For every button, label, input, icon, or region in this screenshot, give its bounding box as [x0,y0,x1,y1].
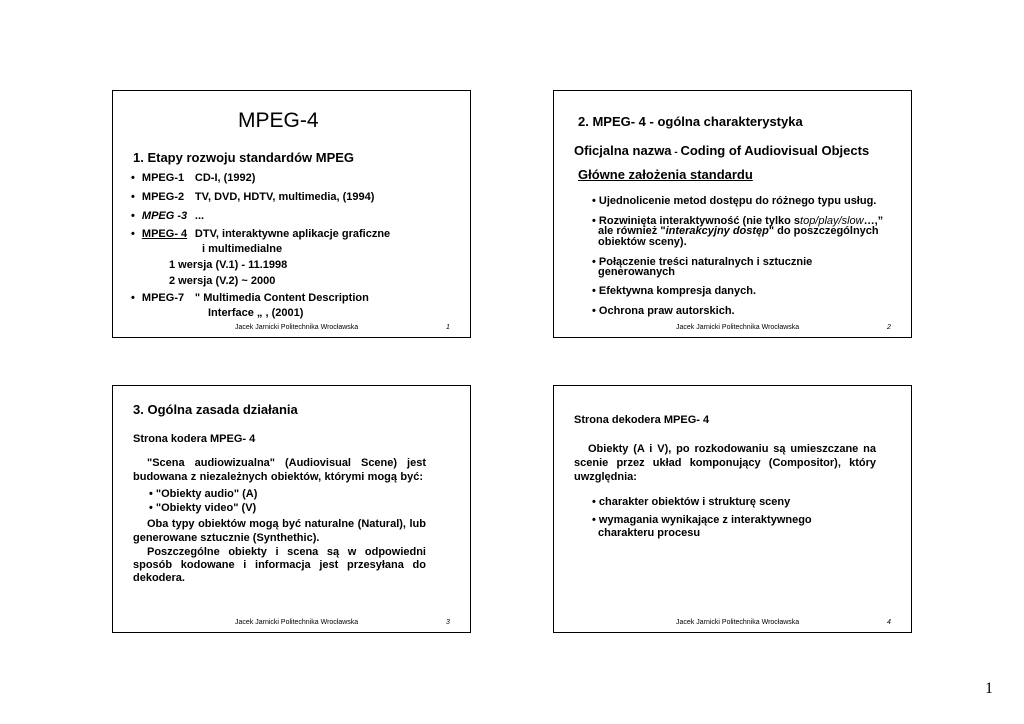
slide-2-assumptions [578,167,753,182]
slide-2-bullet-3: • Połączenie treści naturalnych i sztucznie [592,256,813,268]
item-code: MPEG -3 [141,210,188,222]
item-desc: TV, DVD, HDTV, multimedia, (1994) [194,191,375,203]
slide-4-bullet-2: • wymagania wynikające z interaktywnego [592,514,812,526]
slide-4-bullet-2-line-2: charakteru procesu [598,527,701,539]
slide-1-version-2: 2 wersja (V.2) ~ 2000 [169,275,276,287]
page-number: 1 [985,680,993,697]
item-code: MPEG-7 [141,292,185,304]
bullet: • [131,228,135,240]
slide-2-official-name [574,143,869,158]
slide-3-p2-line-2: generowane sztucznie (Synthethic). [133,532,320,544]
item-desc: " Multimedia Content Description [194,292,369,304]
official-label: Oficjalna nazwa [574,143,672,158]
slide-1-title: MPEG-4 [238,109,319,132]
slide-3-p3-line-3: dekodera. [133,572,185,584]
slide-4-number: 4 [887,619,891,626]
slide-3-p3-line-2: sposób kodowane i informacja jest przesyłana do [133,559,426,571]
bullet: • [131,191,135,203]
bullet: • [131,292,135,304]
slide-1-item-2 [131,191,374,203]
slide-2-bullet-3-line-2: generowanych [598,266,676,278]
item-code: MPEG-1 [141,172,185,184]
bullet: • [131,172,135,184]
slide-3-subheading: Strona kodera MPEG- 4 [133,433,256,445]
official-value: Coding of Audiovisual Objects [680,143,870,158]
assumptions-label: Główne założenia standardu [578,167,753,182]
slide-1-heading: 1. Etapy rozwoju standardów MPEG [133,150,355,165]
slide-1-footer: Jacek Jarnicki Politechnika Wrocławska [235,324,359,331]
slide-3-heading: 3. Ogólna zasada działania [133,402,298,417]
slide-3-p1-line-1: "Scena audiowizualna" (Audiovisual Scene) jest [147,457,426,469]
slide-2-bullet-2-line-3: obiektów sceny). [598,236,687,248]
slide-4-p1-line-1: Obiekty (A i V), po rozkodowaniu są umieszczane na [588,443,876,455]
slide-1-item-5 [131,292,369,304]
item-desc: DTV, interaktywne aplikacje graficzne [194,228,391,240]
slide-3-footer: Jacek Jarnicki Politechnika Wrocławska [235,619,359,626]
slide-3-p1-line-2: budowana z niezależnych obiektów, którymi mogą być: [133,471,423,483]
bullet: • [131,210,135,222]
slide-3-bullet-audio: • "Obiekty audio" (A) [149,488,258,500]
item-code: MPEG-2 [141,191,185,203]
slide-4-p1-line-2: scenie przez układ komponujący (Compositor), który [574,457,876,469]
slide-4-bullet-1: • charakter obiektów i strukturę sceny [592,496,791,508]
slide-4-p1-line-3: uwzględnia: [574,471,637,483]
slide-1-item-5-cont: Interface „ , (2001) [208,307,304,319]
item-code: MPEG- 4 [141,228,188,240]
slide-1-version-1: 1 wersja (V.1) - 11.1998 [169,259,288,271]
bullet-2-l2-c: " do poszczególnych [768,225,879,237]
slide-2 [553,90,912,338]
slide-2-number: 2 [887,324,891,331]
slide-3-number: 3 [446,619,450,626]
slide-3-p3-line-1: Poszczególne obiekty i scena są w odpowiedni [147,546,426,558]
slide-1-item-1 [131,172,255,184]
slide-3 [112,385,471,633]
slide-4-footer: Jacek Jarnicki Politechnika Wrocławska [676,619,800,626]
slide-1-item-4 [131,228,390,240]
slide-2-heading: 2. MPEG- 4 - ogólna charakterystyka [578,114,803,129]
slide-1-item-3 [131,210,204,222]
bullet-2-text-a: • Rozwinięta interaktywność (nie tylko s [592,215,801,227]
slide-2-bullet-5: • Ochrona praw autorskich. [592,305,735,317]
slide-4-subheading: Strona dekodera MPEG- 4 [574,414,710,426]
slide-1 [112,90,471,338]
official-sep: - [671,147,681,158]
slide-4 [553,385,912,633]
bullet-2-l2-b: interakcyjny dostęp [665,225,769,237]
slide-1-item-4-cont: i multimedialne [202,243,283,255]
slide-3-p2-line-1: Oba typy obiektów mogą być naturalne (Natural), lub [147,518,426,530]
slide-2-footer: Jacek Jarnicki Politechnika Wrocławska [676,324,800,331]
slide-3-bullet-video: • "Obiekty video" (V) [149,502,257,514]
item-desc: ... [194,210,205,222]
bullet-2-text-b: top/play/slow [800,215,864,227]
slide-2-bullet-4: • Efektywna kompresja danych. [592,285,757,297]
slide-1-number: 1 [446,324,450,331]
bullet-2-text-c: …,” [863,215,884,227]
bullet-2-l2-a: ale również " [598,225,666,237]
item-desc: CD-I, (1992) [194,172,256,184]
slide-2-bullet-1: • Ujednolicenie metod dostępu do różnego typu usług. [592,195,877,207]
